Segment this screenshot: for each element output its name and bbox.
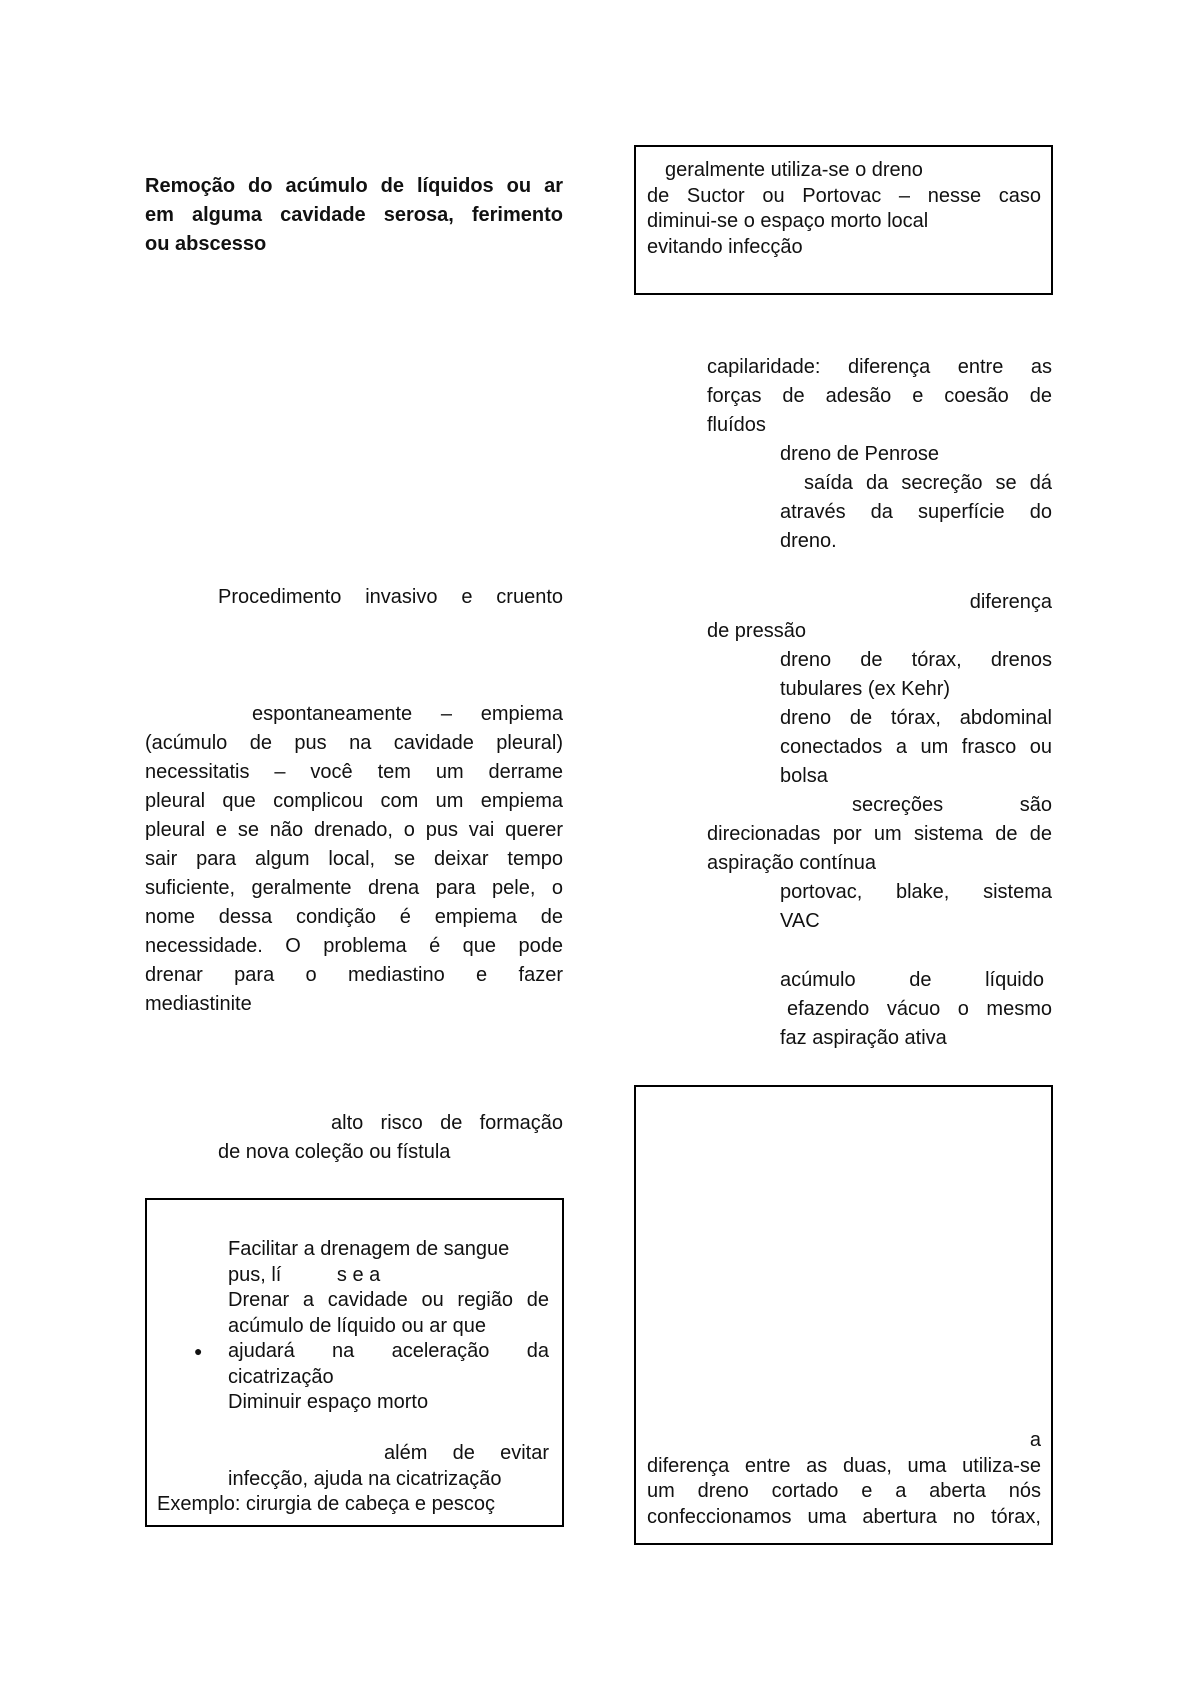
empyema-line: sair para algum local, se deixar tempo — [145, 848, 563, 870]
capillarity-line: forças de adesão e coesão de — [707, 385, 1052, 407]
accumulation-note — [780, 966, 1052, 1053]
thorax-line: dreno de tórax, abdominal — [780, 707, 1052, 729]
thoracostomy-line: um dreno cortado e a aberta nós — [647, 1480, 1041, 1502]
capillarity-note — [707, 353, 1052, 440]
thorax-line: conectados a um frasco ou — [780, 736, 1052, 758]
risk-note — [218, 1109, 563, 1167]
thorax-line: bolsa — [780, 765, 828, 787]
empyema-paragraph — [145, 700, 563, 1019]
penrose-line: através da superfície do — [780, 501, 1052, 523]
secretions-line: aspiração contínua — [707, 852, 877, 874]
thoracostomy-line: confeccionamos uma abertura no tórax, — [647, 1505, 1041, 1528]
objective-line: Diminuir espaço morto — [228, 1391, 429, 1413]
secretions-line: secreções são — [852, 794, 1052, 816]
objective-line: Drenar a cavidade ou região de — [228, 1289, 549, 1311]
procedure-line: Procedimento invasivo e cruento — [218, 586, 563, 608]
thoracostomy-line: a — [1029, 1429, 1041, 1451]
thorax-drain-note — [780, 646, 1052, 791]
penrose-line: dreno. — [780, 530, 837, 552]
pressure-line: diferença — [969, 591, 1052, 613]
thorax-line: dreno de tórax, drenos — [780, 649, 1052, 671]
suction-drain-text — [647, 158, 1041, 260]
empyema-line: pleural que complicou com um empiema — [145, 790, 563, 812]
risk-line: de nova coleção ou fístula — [218, 1141, 451, 1163]
objective-line: ajudará na aceleração da — [228, 1340, 549, 1362]
suction-drain-box — [634, 145, 1053, 295]
bullet-icon: ● — [194, 1343, 203, 1359]
thoracostomy-box — [634, 1085, 1053, 1545]
empyema-line: mediastinite — [145, 993, 252, 1015]
thoracostomy-text — [647, 1428, 1041, 1530]
objective-line: pus, lí s e a — [228, 1263, 381, 1286]
objective-line: infecção, ajuda na cicatrização — [228, 1467, 502, 1490]
empyema-line: necessidade. O problema é que pode — [145, 935, 563, 957]
empyema-line: suficiente, geralmente drena para pele, o — [145, 877, 563, 899]
empyema-line: nome dessa condição é empiema de — [145, 906, 563, 928]
empyema-line: pleural e se não drenado, o pus vai querer — [145, 819, 563, 841]
empyema-line: espontaneamente – empiema — [252, 703, 563, 725]
suction-line: diminui-se o espaço morto local — [647, 210, 929, 232]
penrose-line: dreno de Penrose — [780, 443, 940, 465]
penrose-line: saída da secreção se dá — [804, 472, 1052, 494]
pressure-line: de pressão — [707, 620, 806, 642]
capillarity-line: capilaridade: diferença entre as — [707, 356, 1052, 378]
heading-line: Remoção do acúmulo de líquidos ou ar — [145, 175, 563, 197]
objectives-box — [145, 1198, 564, 1527]
objective-line: Facilitar a drenagem de sangue — [228, 1238, 510, 1260]
secretions-note — [707, 791, 1052, 878]
procedure-note — [218, 583, 563, 612]
objective-line — [228, 1416, 549, 1442]
heading-line: em alguma cavidade serosa, ferimento — [145, 204, 563, 226]
thoracostomy-line: diferença entre as duas, uma utiliza-se — [647, 1454, 1041, 1477]
example-line: Exemplo: cirurgia de cabeça e pescoç — [157, 1493, 495, 1515]
objectives-text — [228, 1237, 549, 1492]
suction-line: de Suctor ou Portovac – nesse caso — [647, 184, 1041, 207]
penrose-note — [780, 440, 1052, 556]
empyema-line: necessitatis – você tem um derrame — [145, 761, 563, 783]
pressure-note — [707, 588, 1052, 646]
portovac-note — [780, 878, 1052, 936]
accum-line: acúmulo de líquido — [780, 969, 1044, 991]
portovac-line: portovac, blake, sistema — [780, 881, 1052, 903]
heading-line: ou abscesso — [145, 233, 267, 255]
suction-line: geralmente utiliza-se o dreno — [665, 159, 923, 181]
empyema-line: drenar para o mediastino e fazer — [145, 964, 563, 986]
empyema-line: (acúmulo de pus na cavidade pleural) — [145, 732, 563, 754]
capillarity-line: fluídos — [707, 414, 766, 436]
risk-line: alto risco de formação — [331, 1112, 563, 1134]
objective-line: além de evitar — [384, 1442, 549, 1464]
portovac-line: VAC — [780, 910, 820, 932]
accum-line: faz aspiração ativa — [780, 1027, 947, 1049]
objective-line: cicatrização — [228, 1365, 334, 1388]
thorax-line: tubulares (ex Kehr) — [780, 678, 951, 700]
accum-line: efazendo vácuo o mesmo — [787, 998, 1052, 1020]
section-heading — [145, 172, 563, 259]
suction-line: evitando infecção — [647, 235, 803, 258]
objective-line: acúmulo de líquido ou ar que — [228, 1314, 486, 1337]
secretions-line: direcionadas por um sistema de de — [707, 823, 1052, 845]
